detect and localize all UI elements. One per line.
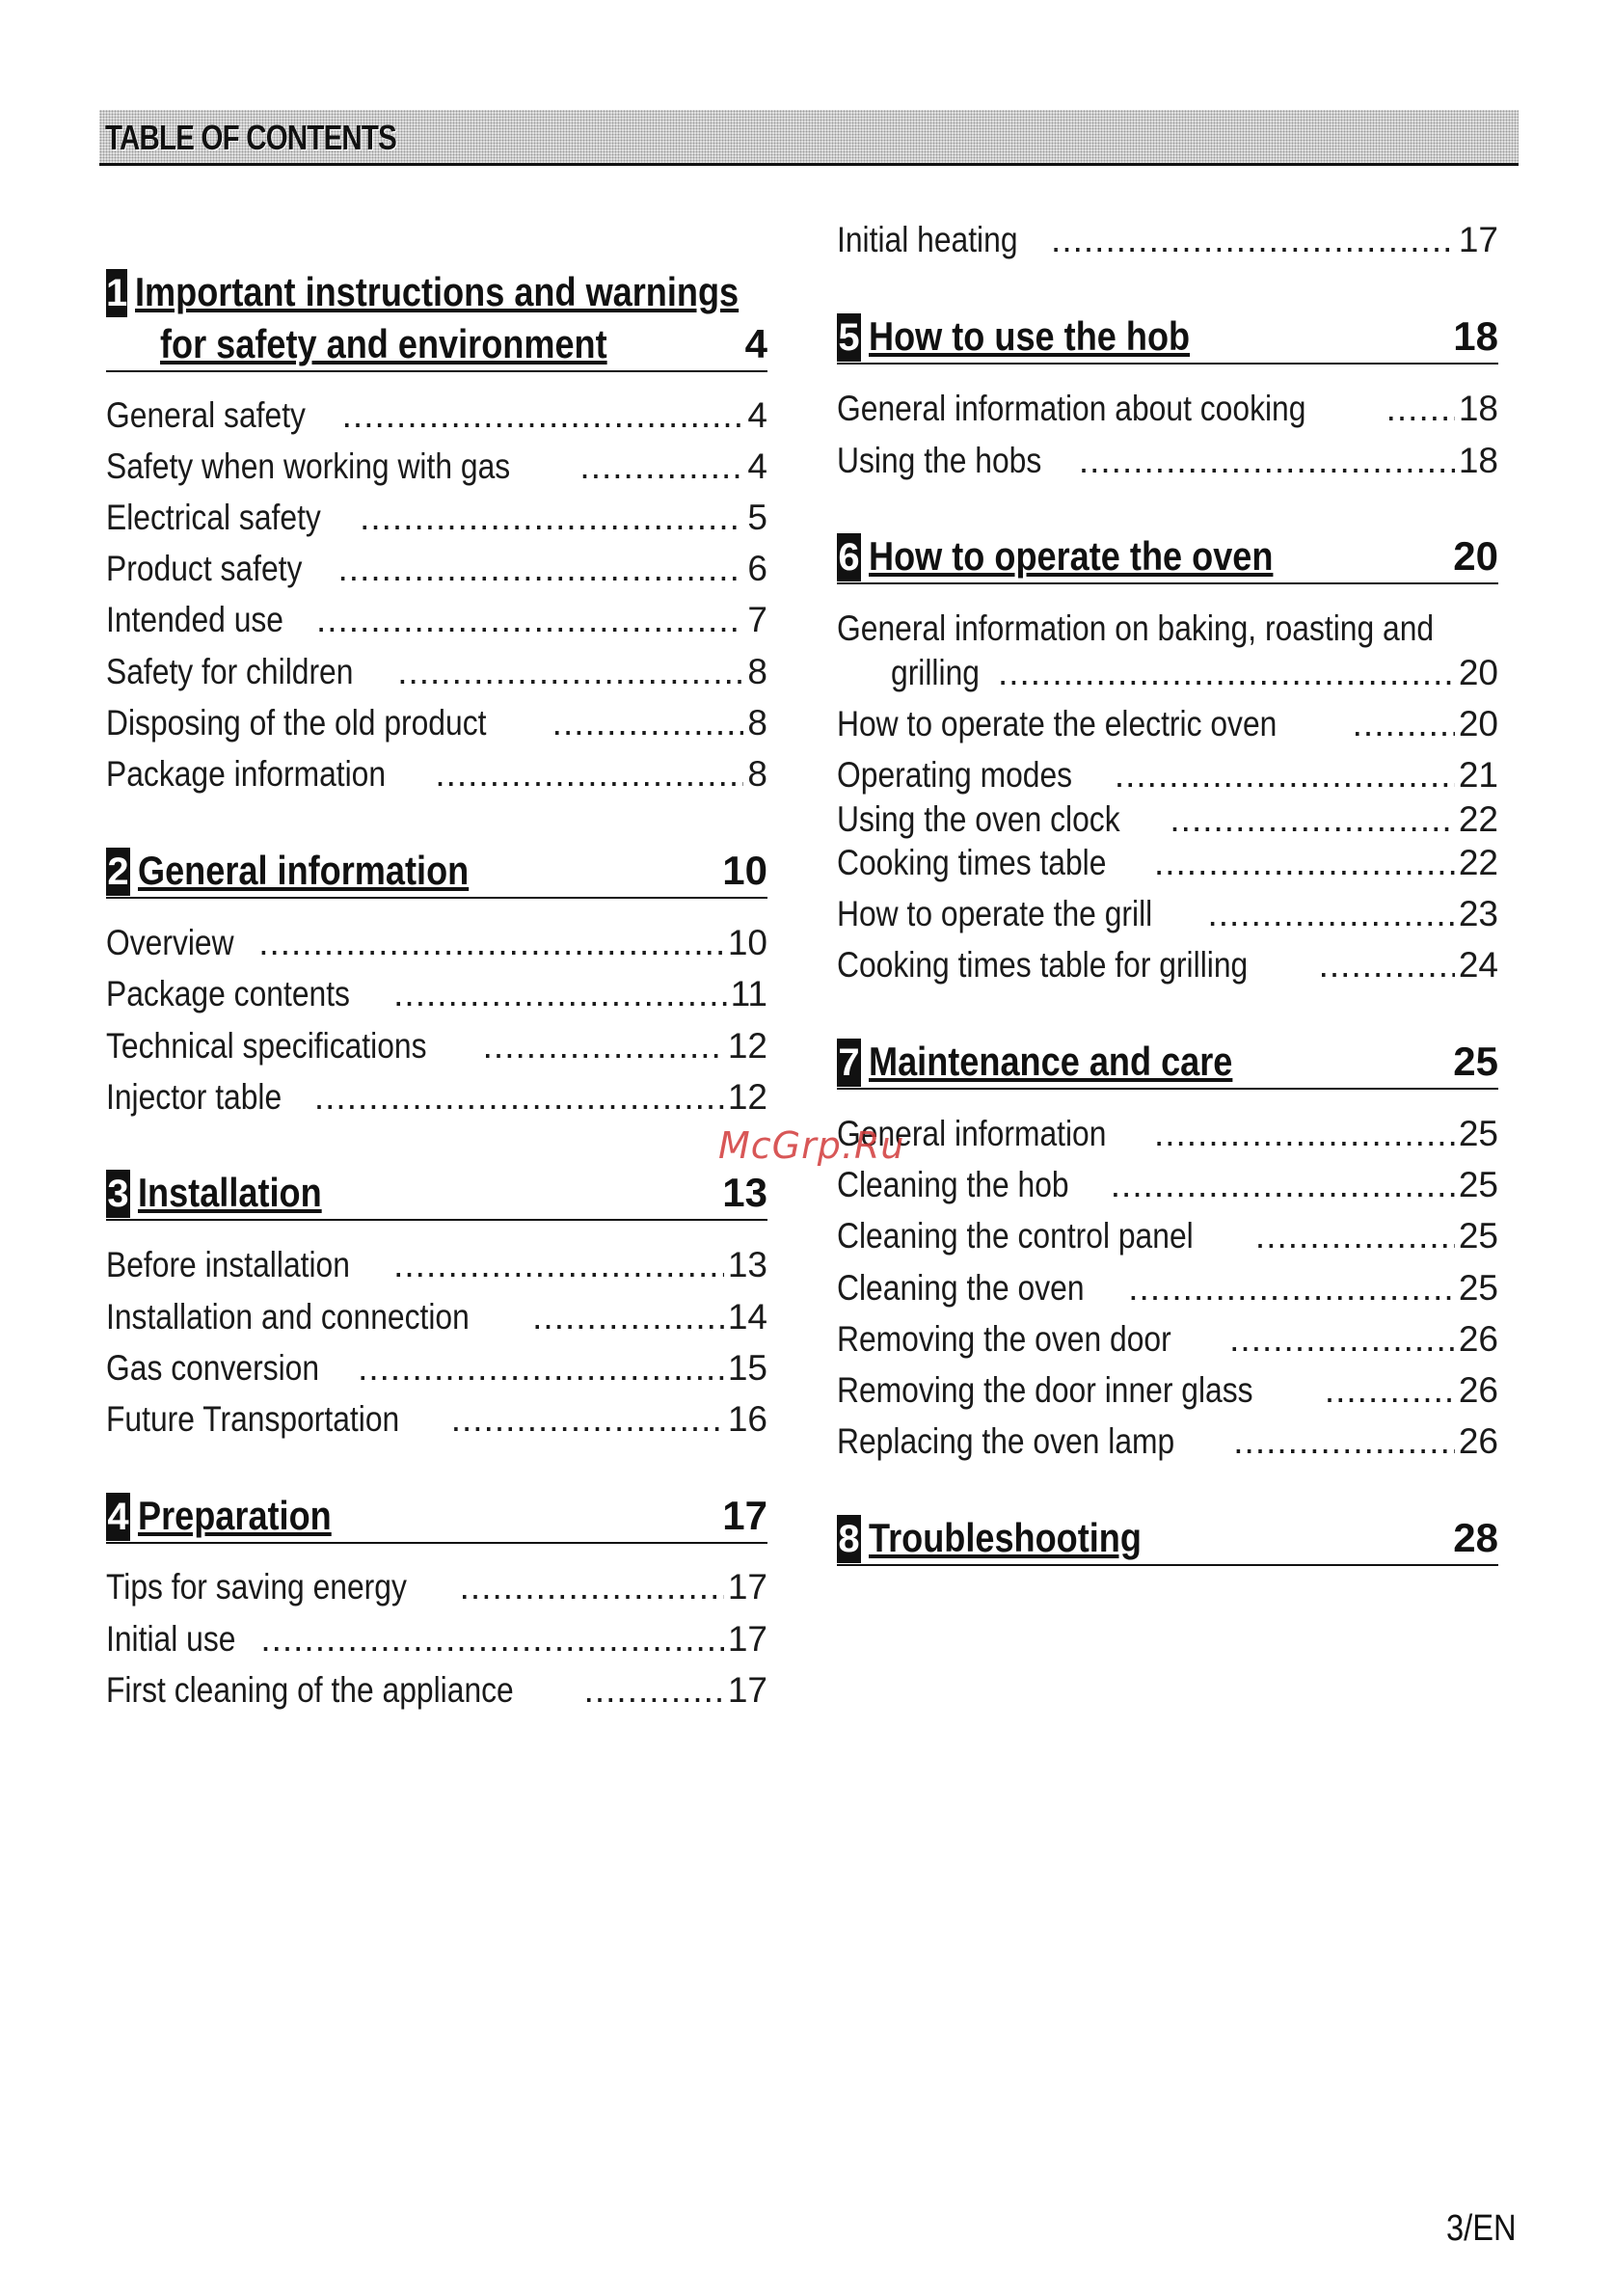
toc-leader-dots bbox=[1353, 702, 1455, 746]
toc-entry-label: Initial use bbox=[106, 1619, 236, 1659]
section-1-number: 1 bbox=[106, 269, 127, 317]
toc-entry-label: Disposing of the old product bbox=[106, 703, 487, 743]
toc-entry-page: 4 bbox=[747, 395, 767, 435]
toc-entry-label: Before installation bbox=[106, 1245, 350, 1284]
toc-leader-dots bbox=[451, 1397, 724, 1442]
toc-entry-label: Cleaning the hob bbox=[837, 1165, 1069, 1204]
toc-leader-dots bbox=[258, 921, 724, 965]
section-6-page: 20 bbox=[1453, 533, 1498, 579]
toc-entry[interactable] bbox=[106, 1295, 767, 1339]
toc-entry-page: 25 bbox=[1458, 1268, 1498, 1308]
section-8-heading[interactable] bbox=[837, 1512, 1498, 1566]
toc-entry-label: Intended use bbox=[106, 600, 284, 639]
toc-entry-label: Using the hobs bbox=[837, 441, 1042, 480]
toc-leader-dots bbox=[260, 1617, 724, 1661]
toc-entry-page: 20 bbox=[1458, 653, 1498, 692]
toc-entry-page: 12 bbox=[727, 1077, 767, 1117]
section-8-number: 8 bbox=[837, 1515, 861, 1563]
toc-entry-label: Using the oven clock bbox=[837, 799, 1120, 839]
toc-entry[interactable] bbox=[106, 1075, 767, 1120]
watermark-text: McGrp.Ru bbox=[718, 1124, 905, 1167]
toc-entry-page: 20 bbox=[1458, 704, 1498, 743]
toc-leader-dots bbox=[393, 972, 726, 1016]
toc-header-bar bbox=[99, 110, 1519, 166]
toc-leader-dots bbox=[316, 598, 743, 642]
toc-entry[interactable] bbox=[837, 218, 1498, 262]
toc-entry[interactable] bbox=[837, 651, 1498, 695]
toc-entry-page: 5 bbox=[747, 498, 767, 537]
toc-entry-label: Product safety bbox=[106, 549, 303, 588]
toc-entry[interactable] bbox=[837, 1112, 1498, 1156]
toc-leader-dots bbox=[1170, 797, 1454, 842]
section-3-page: 13 bbox=[722, 1170, 767, 1215]
toc-entry[interactable] bbox=[106, 1565, 767, 1609]
toc-entry-label: Cooking times table for grilling bbox=[837, 945, 1249, 985]
toc-entry-label: Safety for children bbox=[106, 652, 354, 691]
section-1-page: 4 bbox=[744, 321, 767, 366]
toc-entry[interactable] bbox=[837, 702, 1498, 746]
toc-entry[interactable] bbox=[106, 1617, 767, 1661]
section-2-heading[interactable] bbox=[106, 845, 767, 899]
toc-entry-page: 22 bbox=[1458, 799, 1498, 839]
toc-leader-dots bbox=[1154, 1112, 1455, 1156]
section-7-number: 7 bbox=[837, 1039, 861, 1087]
toc-entry-page: 25 bbox=[1458, 1165, 1498, 1204]
toc-entry-page: 23 bbox=[1458, 894, 1498, 933]
toc-entry-page: 7 bbox=[747, 600, 767, 639]
section-5-heading[interactable] bbox=[837, 311, 1498, 365]
toc-entry-page: 24 bbox=[1458, 945, 1498, 985]
toc-entry[interactable] bbox=[106, 972, 767, 1016]
toc-entry-page: 21 bbox=[1458, 755, 1498, 795]
toc-leader-dots bbox=[338, 547, 744, 591]
toc-entry-page: 6 bbox=[747, 549, 767, 588]
toc-entry[interactable] bbox=[106, 1024, 767, 1068]
toc-entry-page: 8 bbox=[747, 754, 767, 794]
toc-entry-label: Technical specifications bbox=[106, 1026, 427, 1066]
toc-entry-page: 4 bbox=[747, 446, 767, 486]
toc-entry-page: 22 bbox=[1458, 843, 1498, 882]
toc-entry[interactable] bbox=[837, 439, 1498, 483]
toc-entry-label: Injector table bbox=[106, 1077, 282, 1117]
toc-entry[interactable] bbox=[837, 1368, 1498, 1413]
toc-entry-label: General information bbox=[837, 1114, 1107, 1153]
toc-entry[interactable] bbox=[837, 1266, 1498, 1310]
section-1-title-line1: Important instructions and warnings bbox=[135, 269, 740, 314]
section-6-heading[interactable] bbox=[837, 530, 1498, 584]
toc-leader-dots bbox=[342, 393, 744, 438]
toc-entry-page: 26 bbox=[1458, 1370, 1498, 1410]
toc-entry[interactable] bbox=[106, 445, 767, 489]
toc-leader-dots bbox=[552, 701, 744, 745]
toc-entry[interactable] bbox=[837, 1317, 1498, 1362]
toc-entry[interactable] bbox=[106, 1397, 767, 1442]
toc-entry-page: 17 bbox=[1458, 220, 1498, 259]
toc-entry[interactable] bbox=[837, 892, 1498, 936]
toc-leader-dots bbox=[360, 496, 743, 540]
section-4-number: 4 bbox=[106, 1493, 130, 1541]
toc-entry[interactable] bbox=[106, 393, 767, 438]
toc-entry[interactable] bbox=[106, 1243, 767, 1287]
toc-entry[interactable] bbox=[837, 797, 1498, 842]
toc-entry-page: 18 bbox=[1458, 389, 1498, 428]
section-6-number: 6 bbox=[837, 533, 861, 581]
toc-entry-label: Package information bbox=[106, 754, 387, 794]
toc-entry-label: Replacing the oven lamp bbox=[837, 1421, 1175, 1461]
toc-entry[interactable] bbox=[106, 1668, 767, 1713]
toc-entry[interactable] bbox=[106, 650, 767, 694]
toc-entry-label: grilling bbox=[891, 653, 980, 692]
toc-entry-label: First cleaning of the appliance bbox=[106, 1670, 514, 1710]
toc-entry-page: 11 bbox=[730, 974, 767, 1013]
section-4-title: Preparation bbox=[138, 1493, 332, 1538]
toc-entry-page: 13 bbox=[727, 1245, 767, 1284]
toc-leader-dots bbox=[1111, 1163, 1455, 1207]
toc-entry-page: 12 bbox=[727, 1026, 767, 1066]
toc-leader-dots bbox=[584, 1668, 724, 1713]
toc-entry[interactable] bbox=[837, 841, 1498, 885]
toc-entry-page: 26 bbox=[1458, 1421, 1498, 1461]
toc-entry[interactable] bbox=[106, 496, 767, 540]
section-2-title: General information bbox=[138, 848, 470, 893]
toc-entry-page: 8 bbox=[747, 703, 767, 743]
toc-entry-page: 17 bbox=[727, 1670, 767, 1710]
toc-leader-dots bbox=[1079, 439, 1455, 483]
toc-leader-dots bbox=[1255, 1214, 1455, 1258]
toc-leader-dots bbox=[1207, 892, 1454, 936]
toc-entry[interactable] bbox=[837, 1163, 1498, 1207]
section-4-heading[interactable] bbox=[106, 1490, 767, 1544]
toc-entry[interactable] bbox=[837, 1214, 1498, 1258]
toc-entry-label: How to operate the electric oven bbox=[837, 704, 1278, 743]
toc-leader-dots bbox=[1115, 753, 1455, 797]
toc-entry-label: Cleaning the oven bbox=[837, 1268, 1085, 1308]
toc-entry-label: General information about cooking bbox=[837, 389, 1306, 428]
toc-entry-label: General information on baking, roasting and bbox=[837, 608, 1435, 648]
section-3-heading[interactable] bbox=[106, 1167, 767, 1221]
toc-entry-label: Initial heating bbox=[837, 220, 1018, 259]
toc-entry-page: 8 bbox=[747, 652, 767, 691]
toc-header-title: TABLE OF CONTENTS bbox=[105, 118, 397, 157]
toc-leader-dots bbox=[314, 1075, 724, 1120]
toc-entry-page: 17 bbox=[727, 1567, 767, 1607]
toc-entry-page: 17 bbox=[727, 1619, 767, 1659]
section-8-title: Troubleshooting bbox=[869, 1515, 1142, 1560]
toc-entry-label: Cleaning the control panel bbox=[837, 1216, 1194, 1256]
toc-entry[interactable] bbox=[837, 753, 1498, 797]
toc-entry-page: 25 bbox=[1458, 1114, 1498, 1153]
toc-entry[interactable] bbox=[837, 387, 1498, 431]
toc-entry-label: Package contents bbox=[106, 974, 350, 1013]
section-7-title: Maintenance and care bbox=[869, 1039, 1233, 1084]
toc-leader-dots bbox=[1325, 1368, 1455, 1413]
toc-leader-dots bbox=[1386, 387, 1455, 431]
toc-leader-dots bbox=[1229, 1317, 1455, 1362]
section-5-number: 5 bbox=[837, 313, 861, 362]
toc-leader-dots bbox=[532, 1295, 724, 1339]
toc-entry-label: Safety when working with gas bbox=[106, 446, 511, 486]
toc-entry-line1[interactable] bbox=[837, 607, 1498, 651]
toc-entry[interactable] bbox=[106, 1346, 767, 1391]
toc-leader-dots bbox=[397, 650, 743, 694]
section-6-title: How to operate the oven bbox=[869, 533, 1274, 579]
toc-entry-label: Removing the door inner glass bbox=[837, 1370, 1253, 1410]
toc-entry-page: 16 bbox=[727, 1399, 767, 1439]
section-7-page: 25 bbox=[1453, 1039, 1498, 1084]
toc-entry[interactable] bbox=[106, 701, 767, 745]
toc-entry-page: 14 bbox=[727, 1297, 767, 1337]
section-5-page: 18 bbox=[1453, 313, 1498, 359]
toc-entry-page: 10 bbox=[727, 923, 767, 962]
toc-entry-page: 26 bbox=[1458, 1319, 1498, 1359]
section-7-heading[interactable] bbox=[837, 1036, 1498, 1090]
section-1-heading[interactable] bbox=[106, 266, 767, 372]
toc-entry-label: Installation and connection bbox=[106, 1297, 470, 1337]
toc-entry[interactable] bbox=[106, 547, 767, 591]
section-2-page: 10 bbox=[722, 848, 767, 893]
toc-leader-dots bbox=[579, 445, 743, 489]
toc-entry-label: Electrical safety bbox=[106, 498, 321, 537]
toc-entry-page: 25 bbox=[1458, 1216, 1498, 1256]
toc-entry-label: Tips for saving energy bbox=[106, 1567, 407, 1607]
section-1-title-line2: for safety and environment bbox=[160, 321, 607, 366]
section-3-number: 3 bbox=[106, 1170, 130, 1218]
toc-leader-dots bbox=[998, 651, 1455, 695]
toc-leader-dots bbox=[1128, 1266, 1455, 1310]
toc-entry-label: Operating modes bbox=[837, 755, 1073, 795]
toc-entry[interactable] bbox=[106, 921, 767, 965]
toc-leader-dots bbox=[460, 1565, 724, 1609]
toc-entry-label: How to operate the grill bbox=[837, 894, 1153, 933]
toc-leader-dots bbox=[435, 752, 743, 797]
toc-leader-dots bbox=[1051, 218, 1455, 262]
toc-entry-page: 18 bbox=[1458, 441, 1498, 480]
toc-entry-label: Future Transportation bbox=[106, 1399, 400, 1439]
toc-entry-label: Overview bbox=[106, 923, 234, 962]
toc-entry[interactable] bbox=[106, 598, 767, 642]
toc-leader-dots bbox=[393, 1243, 724, 1287]
toc-leader-dots bbox=[483, 1024, 724, 1068]
toc-entry[interactable] bbox=[837, 1419, 1498, 1464]
toc-leader-dots bbox=[358, 1346, 724, 1391]
toc-entry-label: Gas conversion bbox=[106, 1348, 320, 1388]
section-5-title: How to use the hob bbox=[869, 313, 1191, 359]
toc-entry[interactable] bbox=[837, 943, 1498, 987]
section-3-title: Installation bbox=[138, 1170, 322, 1215]
toc-leader-dots bbox=[1319, 943, 1455, 987]
toc-entry[interactable] bbox=[106, 752, 767, 797]
toc-entry-label: Cooking times table bbox=[837, 843, 1107, 882]
toc-entry-label: General safety bbox=[106, 395, 306, 435]
toc-leader-dots bbox=[1233, 1419, 1455, 1464]
toc-entry-label: Removing the oven door bbox=[837, 1319, 1171, 1359]
footer-page-number: 3/EN bbox=[1446, 2208, 1517, 2249]
section-8-page: 28 bbox=[1453, 1515, 1498, 1560]
section-4-page: 17 bbox=[722, 1493, 767, 1538]
toc-leader-dots bbox=[1154, 841, 1455, 885]
section-2-number: 2 bbox=[106, 848, 130, 896]
toc-entry-page: 15 bbox=[727, 1348, 767, 1388]
